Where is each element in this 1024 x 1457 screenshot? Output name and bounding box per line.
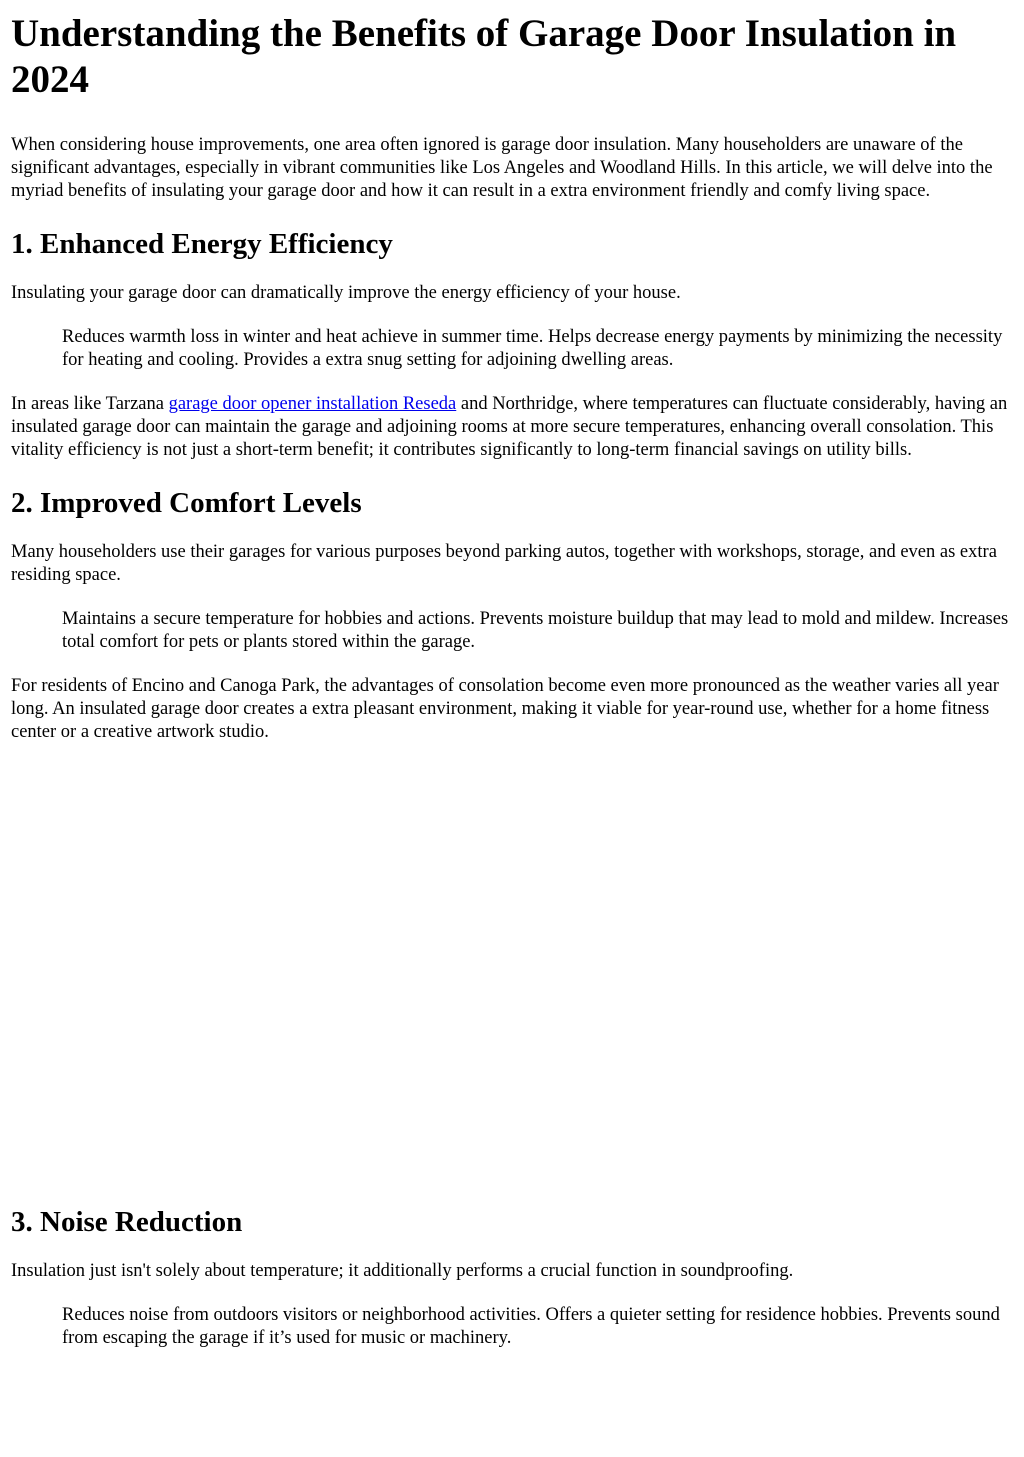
- section-lead-paragraph: Insulating your garage door can dramatically improve the energy efficiency of your house.: [11, 283, 681, 303]
- section-heading-noise-reduction: 3. Noise Reduction: [11, 1206, 243, 1238]
- section-blockquote: Reduces warmth loss in winter and heat achieve in summer time. Helps decrease energy payments by minimizing the necessity for heating and cooling. Provides a extra snug setting for adjoining dwelling areas.: [62, 327, 1003, 370]
- body-text-before-link: In areas like Tarzana: [11, 394, 169, 414]
- section-heading-comfort-levels: 2. Improved Comfort Levels: [11, 487, 362, 519]
- blank-space: [11, 744, 1016, 1205]
- garage-door-opener-link[interactable]: garage door opener installation Reseda: [168, 394, 457, 414]
- page-title: Understanding the Benefits of Garage Door Insulation in 2024: [11, 12, 957, 101]
- section-blockquote: Reduces noise from outdoors visitors or neighborhood activities. Offers a quieter setting for residence hobbies. Prevents sound from escaping the garage if it’s used for music or machinery.: [62, 1305, 1000, 1348]
- section-lead-paragraph: Many householders use their garages for various purposes beyond parking autos, together with workshops, storage, and even as extra residing space.: [11, 542, 997, 585]
- section-body-paragraph: For residents of Encino and Canoga Park, the advantages of consolation become even more pronounced as the weather varies all year long. An insulated garage door creates a extra pleasant environment, making it viable for year-round use, whether for a home fitness center or a creative artwork studio.: [11, 676, 999, 742]
- section-blockquote: Maintains a secure temperature for hobbies and actions. Prevents moisture buildup that may lead to mold and mildew. Increases total comfort for pets or plants stored within the garage.: [62, 609, 1009, 652]
- intro-paragraph: When considering house improvements, one area often ignored is garage door insulation. Many householders are unaware of the significant advantages, especially in vibrant communities like Los Angeles and Woodland Hills. In this article, we will delve into the myriad benefits of insulating your garage door and how it can result in a extra environment friendly and comfy living space.: [11, 135, 993, 201]
- body-text-after-link: and Northridge, where temperatures can fluctuate considerably, having an insulated garage door can maintain the garage and adjoining rooms at more secure temperatures, enhancing overall consolation. This vitality efficiency is not just a short-term benefit; it contributes significantly to long-term financial savings on utility bills.: [11, 394, 1008, 460]
- section-lead-paragraph: Insulation just isn't solely about temperature; it additionally performs a crucial function in soundproofing.: [11, 1261, 794, 1281]
- section-heading-energy-efficiency: 1. Enhanced Energy Efficiency: [11, 228, 393, 260]
- article: [0, 11, 1024, 1350]
- section-body-paragraph: [11, 393, 1016, 462]
